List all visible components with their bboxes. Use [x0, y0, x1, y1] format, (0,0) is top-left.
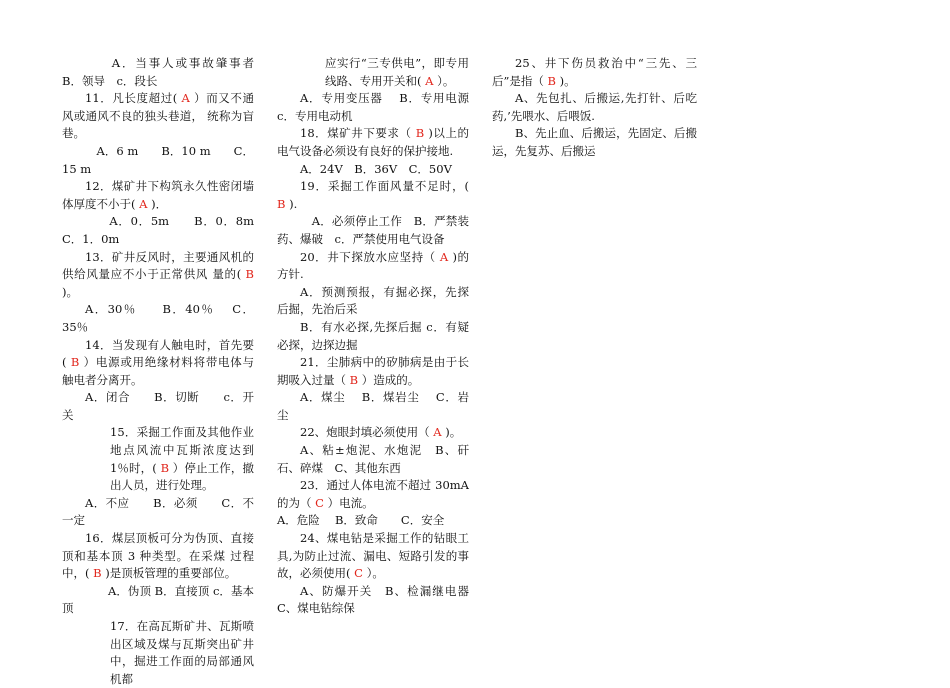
text-run: 19．采掘工作面风量不足时，(: [300, 179, 469, 194]
text-run: )。: [556, 73, 576, 88]
question-paragraph: [62, 424, 254, 494]
text-run: A．闭合 B．切断 c．开关: [62, 390, 254, 422]
question-paragraph: [277, 424, 469, 442]
question-paragraph: [492, 125, 697, 160]
column-2: [277, 55, 481, 618]
question-paragraph: [492, 90, 697, 125]
question-paragraph: [277, 161, 469, 179]
answer-letter: C: [354, 566, 363, 581]
question-paragraph: [277, 530, 469, 583]
answer-letter: B: [70, 355, 80, 370]
question-paragraph: [277, 284, 469, 319]
text-run: 21．尘肺病中的矽肺病是由于长期吸入过量（: [277, 355, 469, 387]
question-paragraph: [277, 125, 469, 160]
text-run: A．6 m B．10 m C．15 m: [62, 143, 254, 176]
answer-letter: B: [277, 196, 286, 211]
answer-letter: B: [160, 460, 170, 475]
text-run: A．不应 B．必须 C．不一定: [62, 495, 254, 528]
question-paragraph: [277, 55, 469, 90]
answer-letter: B: [547, 73, 556, 88]
text-run: B．有水必探,先探后掘 c．有疑必探，边探边掘: [277, 319, 469, 352]
text-run: A．0．5m B．0．8m C．1．0m: [62, 214, 270, 246]
text-run: 18．煤矿井下要求（: [300, 126, 416, 141]
answer-letter: B: [93, 566, 102, 581]
text-run: B、先止血、后搬运，先固定、后搬运，先复苏、后搬运: [492, 126, 697, 158]
text-run: A．危险 B．致命 C．安全: [277, 513, 445, 528]
text-run: A．30％ B．40％ C．35％: [62, 302, 254, 334]
answer-letter: A: [181, 91, 190, 106]
text-run: 12．煤矿井下构筑永久性密闭墙体厚度不小于(: [62, 179, 254, 211]
text-run: ）。: [433, 73, 455, 88]
question-paragraph: [277, 354, 469, 389]
text-run: A．当事人或事故肇事者 B．领导 c．段长: [62, 56, 254, 88]
text-run: )的方针.: [277, 249, 469, 282]
question-paragraph: [277, 319, 469, 354]
text-run: 15．采掘工作面及其他作业地点风流中瓦斯浓度达到 1％时，(: [110, 425, 254, 475]
text-run: ).: [285, 196, 298, 211]
question-paragraph: [62, 90, 254, 143]
question-paragraph: [62, 213, 270, 248]
text-run: 25、井下伤员救治中“三先、三后”是指（: [492, 56, 697, 88]
text-run: )是顶板管理的重要部位。: [101, 566, 237, 581]
text-run: )．: [147, 196, 168, 211]
text-run: 22、炮眼封填必须使用（: [300, 425, 434, 440]
question-paragraph: [492, 55, 697, 90]
question-paragraph: [62, 178, 254, 213]
answer-letter: A: [139, 196, 148, 211]
question-paragraph: [62, 337, 254, 390]
text-run: 20．井下探放水应坚持（: [300, 249, 440, 264]
text-run: A．专用变压器 B．专用电源 c．专用电动机: [277, 91, 481, 123]
text-run: ）。: [362, 566, 384, 581]
question-paragraph: [277, 442, 469, 477]
text-run: A、防爆开关 B、检漏继电器 C、煤电钻综保: [277, 583, 481, 616]
question-paragraph: [62, 495, 254, 530]
question-paragraph: [62, 583, 254, 618]
question-paragraph: [62, 301, 254, 336]
answer-letter: B: [245, 267, 254, 282]
question-paragraph: [62, 55, 254, 90]
question-paragraph: [277, 90, 481, 125]
text-run: 16．煤层顶板可分为伪顶、直接顶和基本顶 3 种类型。在采煤 过程中，(: [62, 531, 254, 581]
text-run: A．预测预报，有掘必探，先探后掘，先治后采: [277, 284, 469, 317]
text-run: A．必须停止工作 B．严禁装药、爆破 c．严禁使用电气设备: [277, 214, 469, 246]
text-run: )。: [62, 284, 78, 299]
question-paragraph: [62, 530, 254, 583]
text-run: 23．通过人体电流不超过 30mA 的为（: [277, 478, 469, 510]
text-run: A．24V B．36V C．50V: [300, 161, 452, 176]
question-paragraph: [277, 249, 469, 284]
text-run: A．煤尘 B．煤岩尘 C．岩尘: [277, 390, 469, 422]
text-run: A．伪顶 B．直接顶 c．基本顶: [62, 583, 254, 616]
text-run: ）电流。: [323, 495, 374, 510]
question-paragraph: [62, 618, 254, 688]
column-3: [492, 55, 697, 161]
answer-letter: C: [315, 495, 324, 510]
text-run: 14．当发现有人触电时，首先要 (: [62, 337, 254, 370]
answer-letter: B: [415, 126, 425, 141]
text-run: ）停止工作，撤出人员，进行处理。: [110, 460, 254, 493]
text-run: ）造成的。: [358, 372, 420, 387]
text-run: 17．在高瓦斯矿井、瓦斯喷出区域及煤与瓦斯突出矿井中，掘进工作面的局部通风机都: [110, 619, 254, 686]
answer-letter: A: [439, 249, 449, 264]
question-paragraph: [277, 213, 469, 248]
answer-letter: A: [433, 425, 442, 440]
text-run: )以上的电气设备必须设有良好的保护接地.: [277, 126, 469, 158]
question-paragraph: [277, 389, 469, 424]
text-run: ）电源或用绝缘材料将带电体与触电者分离开。: [62, 355, 254, 387]
question-paragraph: [62, 249, 254, 302]
text-run: )。: [441, 425, 462, 440]
answer-letter: B: [349, 372, 359, 387]
text-run: ）而又不通风或通风不良的独头巷道， 统称为盲巷。: [62, 91, 254, 141]
answer-letter: A: [425, 73, 434, 88]
text-run: A、粘±炮泥、水炮泥 B、矸石、碎煤 C、其他东西: [277, 443, 469, 475]
text-run: A、先包扎、后搬运,先打针、后吃药,’先喂水、后喂饭.: [492, 91, 697, 123]
text-run: 应实行“三专供电”，即专用线路、专用开关和(: [325, 56, 469, 88]
text-run: 24、煤电钻是采掘工作的钻眼工具,为防止过流、漏电、短路引发的事故，必须使用(: [277, 531, 469, 581]
question-paragraph: [277, 583, 481, 618]
column-1: [62, 55, 270, 688]
question-paragraph: [62, 389, 254, 424]
text-run: 11．凡长度超过(: [85, 91, 182, 106]
question-paragraph: [62, 143, 254, 178]
question-paragraph: [277, 512, 469, 530]
question-paragraph: [277, 178, 469, 213]
text-run: 13．矿井反风时，主要通风机的供给风量应不小于正常供风 量的(: [62, 249, 254, 282]
question-paragraph: [277, 477, 469, 512]
